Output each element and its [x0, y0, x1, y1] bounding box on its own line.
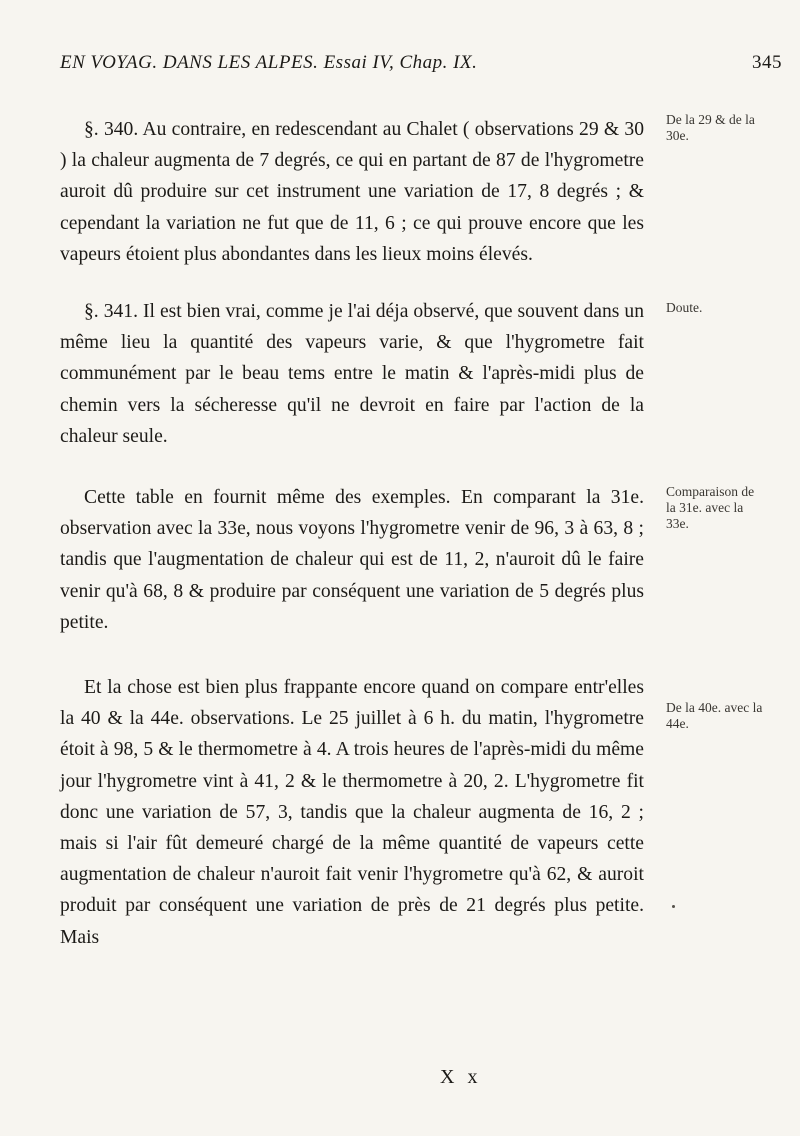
paragraph-340: §. 340. Au contraire, en redescendant au Chalet ( observations 29 & 30 ) la chaleur augmenta de 7 degrés, ce qui en partant de 87 de l'hygrometre auroit dû produire sur cet instrument une variation de 17, 8 degrés ; & cependant la variation ne fut que de 11, 6 ; ce qui prouve encore que les vapeurs étoient plus abondantes dans les lieux moins élevés.	[60, 119, 644, 265]
margin-note-1: De la 29 & de la 30e.	[666, 112, 755, 143]
margin-note-4: De la 40e. avec la 44e.	[666, 700, 763, 731]
signature-mark: X x	[440, 1066, 482, 1088]
running-head-title: EN VOYAG. DANS LES ALPES. Essai IV, Chap. IX.	[60, 52, 478, 73]
running-head	[60, 48, 782, 82]
paragraph-table-examples: Cette table en fournit même des exemples. En comparant la 31e. observation avec la 33e, nous voyons l'hygrometre venir de 96, 3 à 63, 8 ; tandis que l'augmentation de chaleur qui est de 11, 2, n'auroit dû le faire venir qu'à 68, 8 & produire par conséquent une variation de 5 degrés plus petite.	[60, 487, 644, 633]
paragraph-341: §. 341. Il est bien vrai, comme je l'ai déja observé, que souvent dans un même lieu la quantité des vapeurs varie, & que l'hygrometre fait communément par le beau tems entre le matin & l'après-midi plus de chemin vers la sécheresse qu'il ne devroit en faire par l'action de la chaleur seule.	[60, 301, 644, 447]
page-number: 345	[752, 52, 782, 73]
margin-note-2: Doute.	[666, 300, 703, 315]
main-text	[60, 114, 644, 953]
margin-dot	[672, 905, 675, 908]
paragraph-comparison: Et la chose est bien plus frappante encore quand on compare entr'elles la 40 & la 44e. observations. Le 25 juillet à 6 h. du matin, l'hygrometre étoit à 98, 5 & le thermometre à 4. A trois heures de l'après-midi du même jour l'hygrometre vint à 41, 2 & le thermometre à 20, 2. L'hygrometre fit donc une variation de 57, 3, tandis que la chaleur augmenta de 16, 2 ; mais si l'air fût demeuré chargé de la même quantité de vapeurs cette augmentation de chaleur n'auroit fait venir l'hygrometre qu'à 62, & auroit produit par conséquent une variation de près de 21 degrés plus petite. Mais	[60, 677, 644, 948]
margin-note-3: Comparaison de la 31e. avec la 33e.	[666, 484, 755, 531]
